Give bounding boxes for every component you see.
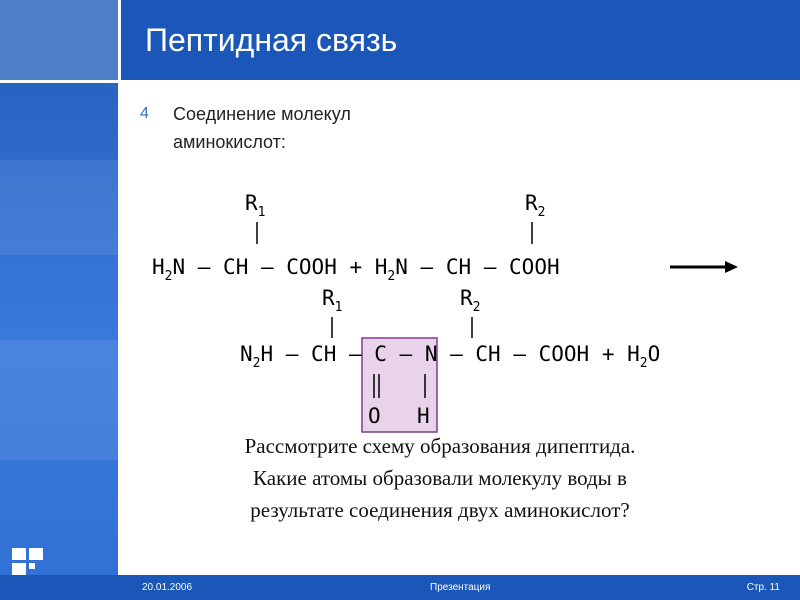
question-text bbox=[160, 430, 720, 526]
bullet-text: Соединение молекул аминокислот: bbox=[173, 104, 351, 152]
decor-pane bbox=[0, 160, 118, 255]
reaction-product: $N_2H$ – CH – C – N – CH – COOH + $H_2O$ bbox=[240, 342, 661, 371]
decor-left-gradient bbox=[0, 80, 118, 575]
slide-header bbox=[121, 0, 800, 80]
decor-vertical-line bbox=[118, 0, 121, 600]
question-line-1: Рассмотрите схему образования дипептида. bbox=[244, 434, 636, 458]
radical-r1-top: $R_1$ bbox=[245, 191, 266, 220]
slide-title: Пептидная связь bbox=[145, 22, 398, 58]
reaction-reactants: $H_2N$ – CH – COOH + $H_2N$ – CH – COOH bbox=[152, 255, 560, 284]
decor-pane bbox=[0, 340, 118, 460]
atom-oxygen: O bbox=[368, 404, 381, 428]
question-line-2: Какие атомы образовали молекулу воды в bbox=[253, 466, 627, 490]
footer-presentation-label: Презентация bbox=[430, 582, 491, 593]
slide-footer bbox=[0, 575, 800, 600]
decor-horizontal-line bbox=[0, 80, 800, 83]
question-line-3: результате соединения двух аминокислот? bbox=[250, 498, 630, 522]
radical-r2-top: $R_2$ bbox=[525, 191, 546, 220]
peptide-formula bbox=[140, 178, 760, 433]
decor-top-left bbox=[0, 0, 118, 80]
atom-hydrogen: H bbox=[417, 404, 430, 428]
footer-page-number: Стр. 11 bbox=[746, 582, 780, 593]
bullet-marker: 4 bbox=[140, 105, 149, 122]
footer-date: 20.01.2006 bbox=[142, 582, 193, 593]
radical-r1-bottom: $R_1$ bbox=[322, 286, 343, 315]
reaction-arrow-head bbox=[725, 261, 738, 273]
radical-r2-bottom: $R_2$ bbox=[460, 286, 481, 315]
decor-left-column bbox=[0, 80, 118, 575]
bullet-item bbox=[140, 100, 420, 156]
